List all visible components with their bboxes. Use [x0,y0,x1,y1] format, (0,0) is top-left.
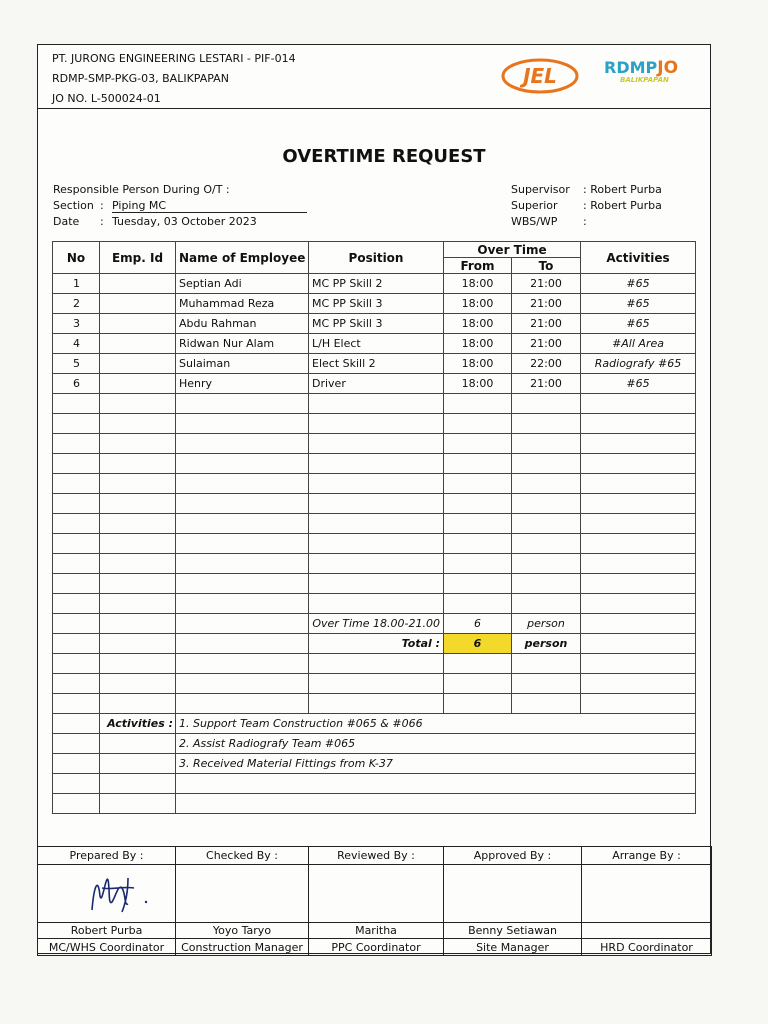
empty-cell [444,414,512,434]
empty-cell [176,694,309,714]
cell-emp-id [100,294,176,314]
signature-title: Site Manager [444,939,582,956]
cell-to: 21:00 [512,314,581,334]
empty-cell [309,554,444,574]
empty-cell [176,634,309,654]
empty-cell [53,674,100,694]
activities-label: Activities : [100,714,176,734]
empty-cell [176,594,309,614]
empty-cell [53,514,100,534]
empty-cell [581,434,696,454]
section-colon: : [100,199,104,212]
empty-cell [309,414,444,434]
total-count: 6 [444,634,512,654]
cell-position: MC PP Skill 3 [309,294,444,314]
cell-emp-id [100,314,176,334]
table-row [53,514,696,534]
empty-cell [100,434,176,454]
empty-cell [512,494,581,514]
total-unit: person [512,634,581,654]
empty-cell [512,514,581,534]
signature-role: Reviewed By : [309,847,444,865]
cell-from: 18:00 [444,294,512,314]
jo-number: JO NO. L-500024-01 [52,92,161,105]
table-row [53,694,696,714]
table-row [53,454,696,474]
empty-cell [512,674,581,694]
empty-cell [100,734,176,754]
empty-cell [176,454,309,474]
cell-from: 18:00 [444,334,512,354]
header-emp-id: Emp. Id [100,242,176,274]
empty-cell [309,574,444,594]
table-row [53,754,696,774]
empty-cell [309,674,444,694]
signature-title: PPC Coordinator [309,939,444,956]
table-row [53,474,696,494]
empty-cell [100,694,176,714]
empty-cell [309,694,444,714]
cell-emp-id [100,354,176,374]
empty-cell [176,494,309,514]
empty-cell [444,534,512,554]
superior-label: Superior [511,199,558,212]
cell-emp-id [100,374,176,394]
empty-cell [176,614,309,634]
empty-cell [581,574,696,594]
header-no: No [53,242,100,274]
empty-cell [53,474,100,494]
empty-cell [309,434,444,454]
empty-cell [581,534,696,554]
table-row [53,774,696,794]
cell-from: 18:00 [444,374,512,394]
signature-role: Approved By : [444,847,582,865]
table-row [53,394,696,414]
table-row [53,494,696,514]
empty-cell [100,574,176,594]
table-row [53,734,696,754]
signature-space [176,865,309,923]
cell-name: Septian Adi [176,274,309,294]
signature-space [309,865,444,923]
empty-cell [53,694,100,714]
empty-cell [581,414,696,434]
empty-cell [309,514,444,534]
empty-cell [176,394,309,414]
empty-cell [100,754,176,774]
empty-cell [176,534,309,554]
date-label: Date [53,215,80,228]
empty-cell [581,594,696,614]
empty-cell [100,394,176,414]
empty-cell [444,474,512,494]
empty-cell [53,654,100,674]
cell-emp-id [100,274,176,294]
empty-cell [309,654,444,674]
date-value: Tuesday, 03 October 2023 [112,215,257,228]
cell-to: 21:00 [512,334,581,354]
overtime-summary-count: 6 [444,614,512,634]
empty-cell [512,554,581,574]
empty-cell [53,434,100,454]
empty-cell [53,754,100,774]
table-row [53,574,696,594]
cell-activity: #65 [581,374,696,394]
signature-title: Construction Manager [176,939,309,956]
empty-cell [53,494,100,514]
header-name: Name of Employee [176,242,309,274]
empty-cell [53,454,100,474]
empty-cell [444,694,512,714]
cell-name: Ridwan Nur Alam [176,334,309,354]
cell-activity: #65 [581,294,696,314]
empty-cell [309,454,444,474]
empty-cell [176,554,309,574]
empty-cell [53,794,100,814]
table-row [53,794,696,814]
empty-cell [512,454,581,474]
table-row [53,274,696,294]
cell-to: 22:00 [512,354,581,374]
empty-cell [100,554,176,574]
signature-name [582,923,712,939]
empty-cell [176,654,309,674]
empty-cell [100,454,176,474]
section-value: Piping MC [112,199,307,213]
table-row [53,374,696,394]
cell-from: 18:00 [444,274,512,294]
table-row [53,414,696,434]
header-from: From [444,258,512,274]
empty-cell [444,674,512,694]
table-row [53,294,696,314]
empty-cell [309,534,444,554]
empty-cell [100,534,176,554]
empty-cell [100,634,176,654]
signature-title: HRD Coordinator [582,939,712,956]
empty-cell [444,514,512,534]
cell-position: L/H Elect [309,334,444,354]
activity-note: 2. Assist Radiografy Team #065 [176,734,696,754]
cell-position: MC PP Skill 2 [309,274,444,294]
empty-cell [309,394,444,414]
empty-cell [444,494,512,514]
empty-cell [309,594,444,614]
empty-cell [444,594,512,614]
empty-cell [581,494,696,514]
table-row [53,314,696,334]
empty-cell [512,534,581,554]
table-row [53,554,696,574]
overtime-summary-unit: person [512,614,581,634]
supervisor-label: Supervisor [511,183,570,196]
empty-cell [53,534,100,554]
signature-space [444,865,582,923]
jel-logo [500,56,580,96]
cell-from: 18:00 [444,354,512,374]
empty-cell [176,434,309,454]
signature-name: Maritha [309,923,444,939]
cell-position: Driver [309,374,444,394]
empty-cell [512,574,581,594]
empty-cell [581,634,696,654]
cell-no: 3 [53,314,100,334]
empty-cell [53,714,100,734]
empty-cell [512,474,581,494]
overtime-summary-label: Over Time 18.00-21.00 [309,614,444,634]
date-colon: : [100,215,104,228]
empty-cell [53,574,100,594]
table-row [53,434,696,454]
empty-cell [512,654,581,674]
empty-cell [100,794,176,814]
signature-space [582,865,712,923]
cell-name: Muhammad Reza [176,294,309,314]
empty-cell [100,594,176,614]
cell-activity: #All Area [581,334,696,354]
empty-cell [581,514,696,534]
empty-cell [53,634,100,654]
empty-cell [100,514,176,534]
signature-role: Checked By : [176,847,309,865]
cell-no: 5 [53,354,100,374]
empty-cell [176,414,309,434]
empty-cell [176,774,696,794]
table-row [53,534,696,554]
empty-cell [444,454,512,474]
empty-cell [100,414,176,434]
signature-table [37,846,712,956]
empty-cell [100,774,176,794]
signature-role: Arrange By : [582,847,712,865]
empty-cell [53,414,100,434]
empty-cell [512,414,581,434]
empty-cell [444,574,512,594]
cell-to: 21:00 [512,294,581,314]
signature-mark [38,865,176,923]
table-row [53,614,696,634]
total-label: Total : [309,634,444,654]
cell-no: 2 [53,294,100,314]
rdmp-logo: RDMPJO BALIKPAPAN [604,58,679,84]
empty-cell [100,474,176,494]
signature-name: Yoyo Taryo [176,923,309,939]
signature-name: Benny Setiawan [444,923,582,939]
empty-cell [53,594,100,614]
table-row [53,334,696,354]
empty-cell [581,554,696,574]
table-row [53,634,696,654]
supervisor-value: : Robert Purba [583,183,662,196]
empty-cell [581,394,696,414]
empty-cell [53,554,100,574]
empty-cell [53,734,100,754]
activity-note: 3. Received Material Fittings from K-37 [176,754,696,774]
empty-cell [444,434,512,454]
handwritten-signature [62,866,152,918]
wbs-value: : [583,215,587,228]
cell-emp-id [100,334,176,354]
cell-position: Elect Skill 2 [309,354,444,374]
empty-cell [512,394,581,414]
empty-cell [53,394,100,414]
cell-activity: #65 [581,274,696,294]
cell-name: Henry [176,374,309,394]
empty-cell [176,574,309,594]
signature-title: MC/WHS Coordinator [38,939,176,956]
header-divider [37,108,711,109]
cell-activity: Radiografy #65 [581,354,696,374]
empty-cell [100,614,176,634]
table-row [53,714,696,734]
responsible-label: Responsible Person During O/T : [53,183,230,196]
empty-cell [176,794,696,814]
signature-role: Prepared By : [38,847,176,865]
cell-from: 18:00 [444,314,512,334]
empty-cell [176,474,309,494]
empty-cell [581,654,696,674]
empty-cell [176,514,309,534]
empty-cell [444,554,512,574]
cell-to: 21:00 [512,374,581,394]
empty-cell [100,654,176,674]
empty-cell [100,674,176,694]
empty-cell [444,654,512,674]
header-overtime: Over Time [444,242,581,258]
superior-value: : Robert Purba [583,199,662,212]
empty-cell [444,394,512,414]
signature-name: Robert Purba [38,923,176,939]
empty-cell [581,474,696,494]
cell-to: 21:00 [512,274,581,294]
empty-cell [100,494,176,514]
page-title: OVERTIME REQUEST [282,146,486,167]
cell-no: 6 [53,374,100,394]
cell-activity: #65 [581,314,696,334]
empty-cell [53,614,100,634]
wbs-label: WBS/WP [511,215,558,228]
cell-no: 4 [53,334,100,354]
empty-cell [581,454,696,474]
empty-cell [512,434,581,454]
empty-cell [581,614,696,634]
header-to: To [512,258,581,274]
cell-name: Sulaiman [176,354,309,374]
header-activities: Activities [581,242,696,274]
table-row [53,594,696,614]
cell-no: 1 [53,274,100,294]
svg-text:JEL: JEL [523,64,557,88]
cell-name: Abdu Rahman [176,314,309,334]
cell-position: MC PP Skill 3 [309,314,444,334]
table-row [53,674,696,694]
table-row [53,354,696,374]
header-position: Position [309,242,444,274]
empty-cell [512,594,581,614]
activity-note: 1. Support Team Construction #065 & #066 [176,714,696,734]
section-label: Section [53,199,94,212]
empty-cell [53,774,100,794]
empty-cell [176,674,309,694]
project-name: RDMP-SMP-PKG-03, BALIKPAPAN [52,72,229,85]
empty-cell [309,474,444,494]
company-name: PT. JURONG ENGINEERING LESTARI - PIF-014 [52,52,296,65]
empty-cell [512,694,581,714]
empty-cell [581,674,696,694]
empty-cell [581,694,696,714]
table-row [53,654,696,674]
empty-cell [309,494,444,514]
overtime-table [52,241,696,814]
